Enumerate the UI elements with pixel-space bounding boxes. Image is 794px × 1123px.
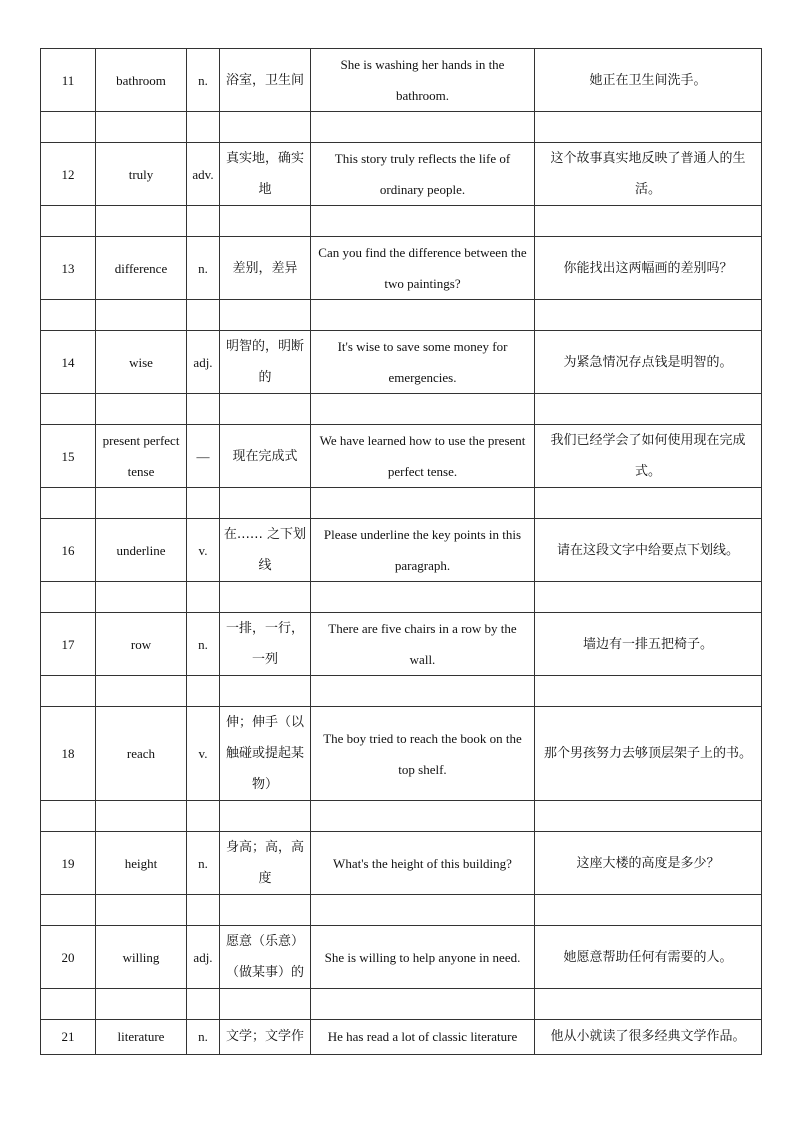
part-of-speech: n. [187,49,220,112]
row-number: 19 [41,832,96,895]
table-row [41,425,762,488]
table-row [41,613,762,676]
row-number: 21 [41,1020,96,1055]
word: truly [96,143,187,206]
example-sentence-en: This story truly reflects the life of ordinary people. [311,143,535,206]
table-row [41,1020,762,1055]
example-sentence-en: She is willing to help anyone in need. [311,926,535,989]
example-sentence-cn: 这个故事真实地反映了普通人的生活。 [535,143,762,206]
row-number: 11 [41,49,96,112]
part-of-speech: adv. [187,143,220,206]
spacer-row [41,300,762,331]
spacer-row [41,676,762,707]
example-sentence-cn: 你能找出这两幅画的差别吗？ [535,237,762,300]
part-of-speech: n. [187,613,220,676]
part-of-speech: adj. [187,331,220,394]
word: row [96,613,187,676]
word: wise [96,331,187,394]
word: reach [96,707,187,801]
word: bathroom [96,49,187,112]
row-number: 13 [41,237,96,300]
word: literature [96,1020,187,1055]
spacer-row [41,895,762,926]
spacer-row [41,394,762,425]
part-of-speech: n. [187,832,220,895]
table-row [41,49,762,112]
row-number: 20 [41,926,96,989]
example-sentence-en: We have learned how to use the present perfect tense. [311,425,535,488]
table-row [41,926,762,989]
row-number: 14 [41,331,96,394]
example-sentence-en: What's the height of this building? [311,832,535,895]
example-sentence-cn: 这座大楼的高度是多少？ [535,832,762,895]
example-sentence-en: Please underline the key points in this paragraph. [311,519,535,582]
example-sentence-cn: 为紧急情况存点钱是明智的。 [535,331,762,394]
table-row [41,237,762,300]
chinese-meaning: 浴室，卫生间 [220,49,311,112]
example-sentence-cn: 墙边有一排五把椅子。 [535,613,762,676]
word: present perfect tense [96,425,187,488]
example-sentence-en: He has read a lot of classic literature [311,1020,535,1055]
row-number: 15 [41,425,96,488]
part-of-speech: n. [187,1020,220,1055]
part-of-speech: adj. [187,926,220,989]
word: underline [96,519,187,582]
part-of-speech: n. [187,237,220,300]
example-sentence-en: She is washing her hands in the bathroom. [311,49,535,112]
table-row [41,331,762,394]
vocabulary-table [40,48,762,1055]
chinese-meaning: 一排，一行，一列 [220,613,311,676]
spacer-row [41,582,762,613]
part-of-speech: — [187,425,220,488]
word: difference [96,237,187,300]
spacer-row [41,488,762,519]
example-sentence-en: It's wise to save some money for emergencies. [311,331,535,394]
row-number: 17 [41,613,96,676]
chinese-meaning: 差别，差异 [220,237,311,300]
table-row [41,519,762,582]
row-number: 18 [41,707,96,801]
word: height [96,832,187,895]
example-sentence-cn: 那个男孩努力去够顶层架子上的书。 [535,707,762,801]
spacer-row [41,112,762,143]
spacer-row [41,989,762,1020]
example-sentence-cn: 我们已经学会了如何使用现在完成式。 [535,425,762,488]
word: willing [96,926,187,989]
chinese-meaning: 真实地，确实地 [220,143,311,206]
chinese-meaning: 明智的，明断的 [220,331,311,394]
row-number: 12 [41,143,96,206]
chinese-meaning: 现在完成式 [220,425,311,488]
table-row [41,143,762,206]
chinese-meaning: 在…… 之下划线 [220,519,311,582]
example-sentence-cn: 她愿意帮助任何有需要的人。 [535,926,762,989]
example-sentence-cn: 他从小就读了很多经典文学作品。 [535,1020,762,1055]
chinese-meaning: 伸；伸手（以触碰或提起某物） [220,707,311,801]
example-sentence-en: There are five chairs in a row by the wall. [311,613,535,676]
chinese-meaning: 身高；高，高度 [220,832,311,895]
example-sentence-cn: 她正在卫生间洗手。 [535,49,762,112]
example-sentence-cn: 请在这段文字中给要点下划线。 [535,519,762,582]
spacer-row [41,206,762,237]
table-row [41,832,762,895]
chinese-meaning: 愿意（乐意）（做某事）的 [220,926,311,989]
spacer-row [41,801,762,832]
table-row [41,707,762,801]
row-number: 16 [41,519,96,582]
example-sentence-en: Can you find the difference between the two paintings? [311,237,535,300]
part-of-speech: v. [187,707,220,801]
part-of-speech: v. [187,519,220,582]
example-sentence-en: The boy tried to reach the book on the top shelf. [311,707,535,801]
chinese-meaning: 文学；文学作 [220,1020,311,1055]
